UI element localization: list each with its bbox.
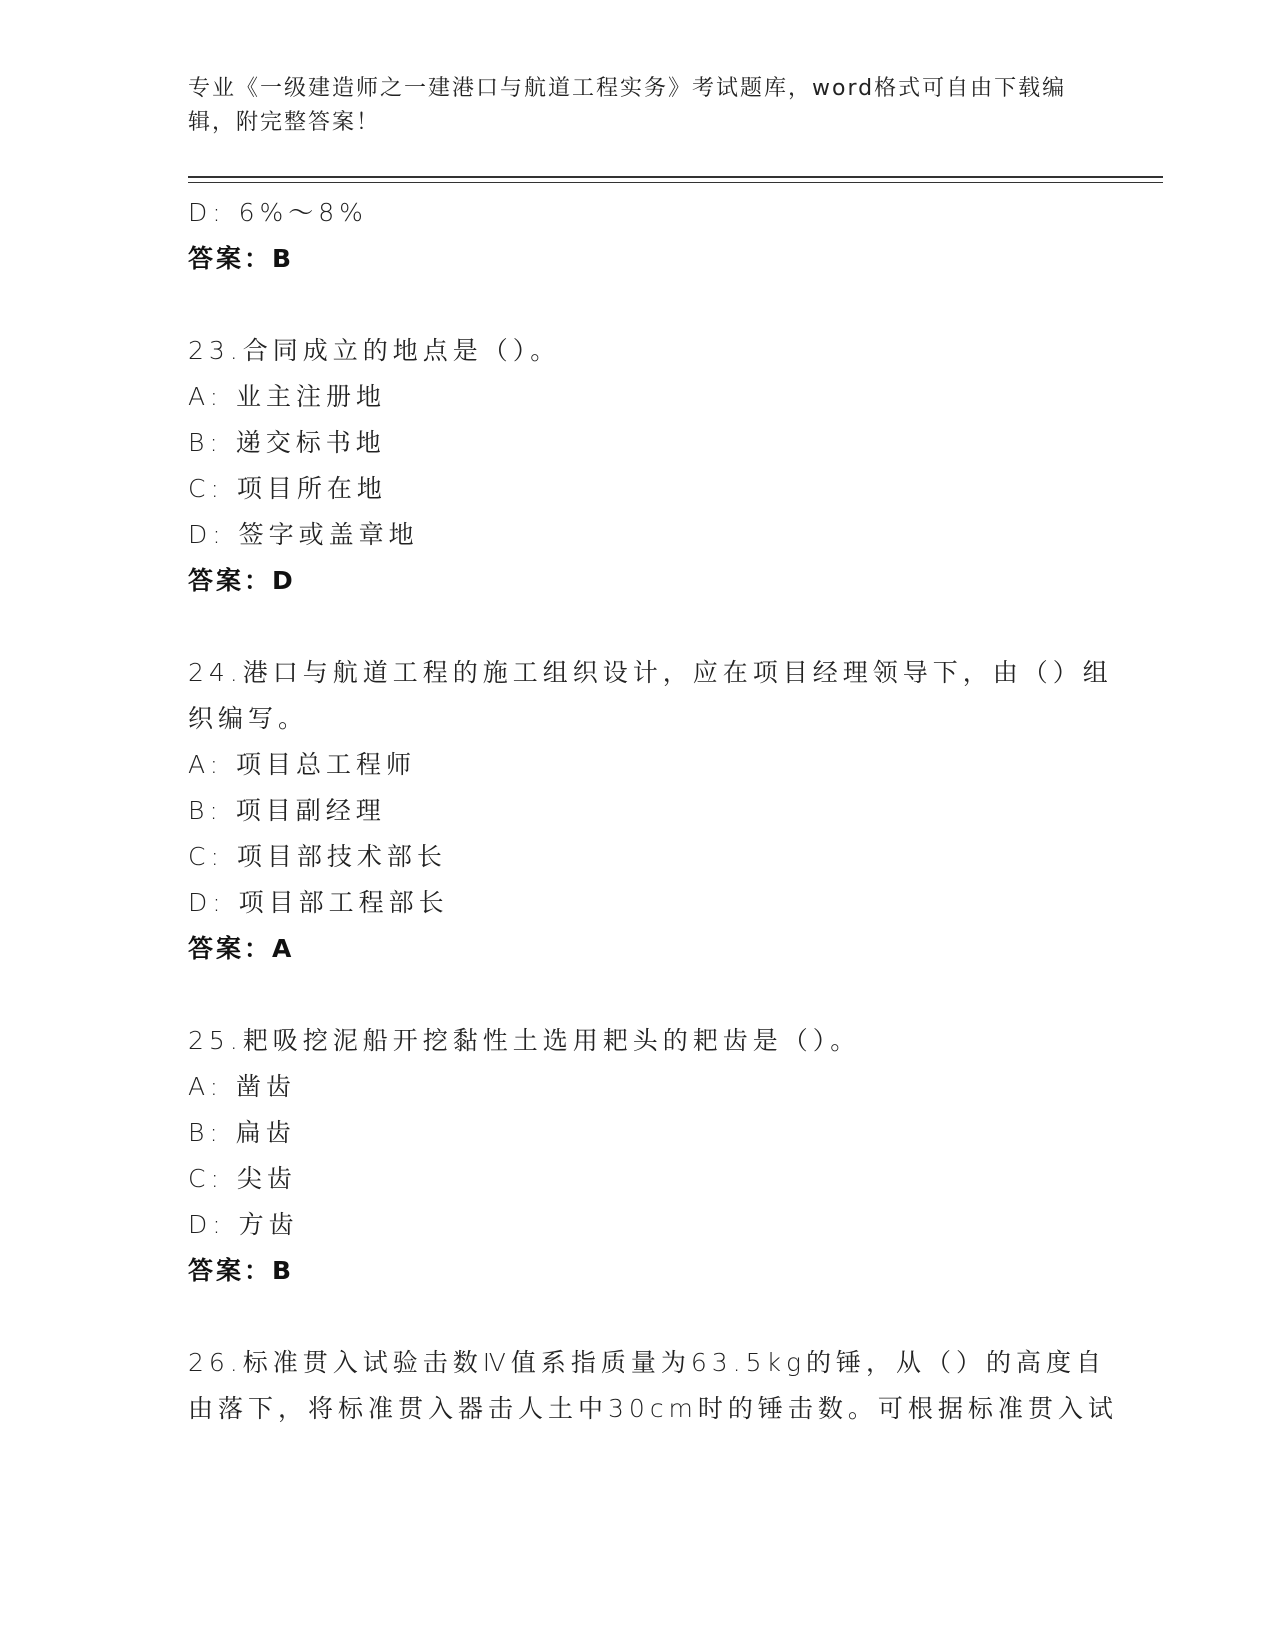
answer: 答案：D: [188, 566, 296, 595]
question-text-line-2: 由落下，将标准贯入器击人土中30cm时的锤击数。可根据标准贯入试: [188, 1394, 1118, 1423]
question-text-line-1: 26.标准贯入试验击数Ⅳ值系指质量为63.5kg的锤，从（）的高度自: [188, 1348, 1106, 1377]
answer: 答案：A: [188, 934, 295, 963]
header-rule-thin: [188, 182, 1163, 183]
question-26: [188, 1340, 1118, 1432]
question-23: [188, 328, 1088, 604]
option-c: C: 项目部技术部长: [188, 842, 447, 871]
option-d: D: 项目部工程部长: [188, 888, 449, 917]
answer: 答案：B: [188, 1256, 295, 1285]
option-b: B: 递交标书地: [188, 428, 386, 457]
previous-question-tail: [188, 190, 1088, 282]
question-text: 25.耙吸挖泥船开挖黏性土选用耙头的耙齿是（）。: [188, 1026, 861, 1055]
document-header: 专业《一级建造师之一建港口与航道工程实务》考试题库，word格式可自由下载编辑，附完整答案！: [188, 76, 1067, 135]
answer: 答案：B: [188, 244, 295, 273]
option-d: D: 6%～8%: [188, 198, 368, 227]
option-a: A: 业主注册地: [188, 382, 387, 411]
header-rule-thick: [188, 176, 1163, 178]
option-d: D: 签字或盖章地: [188, 520, 419, 549]
question-text-line-1: 24.港口与航道工程的施工组织设计，应在项目经理领导下，由（）组: [188, 658, 1113, 687]
question-text: 23.合同成立的地点是（）。: [188, 336, 561, 365]
option-b: B: 项目副经理: [188, 796, 386, 825]
option-d: D: 方齿: [188, 1210, 299, 1239]
question-25: [188, 1018, 1088, 1294]
question-24: [188, 650, 1113, 972]
question-list: [188, 190, 1118, 1432]
option-c: C: 项目所在地: [188, 474, 387, 503]
option-c: C: 尖齿: [188, 1164, 297, 1193]
question-text-line-2: 织编写。: [188, 704, 309, 733]
option-a: A: 项目总工程师: [188, 750, 417, 779]
option-a: A: 凿齿: [188, 1072, 297, 1101]
option-b: B: 扁齿: [188, 1118, 296, 1147]
